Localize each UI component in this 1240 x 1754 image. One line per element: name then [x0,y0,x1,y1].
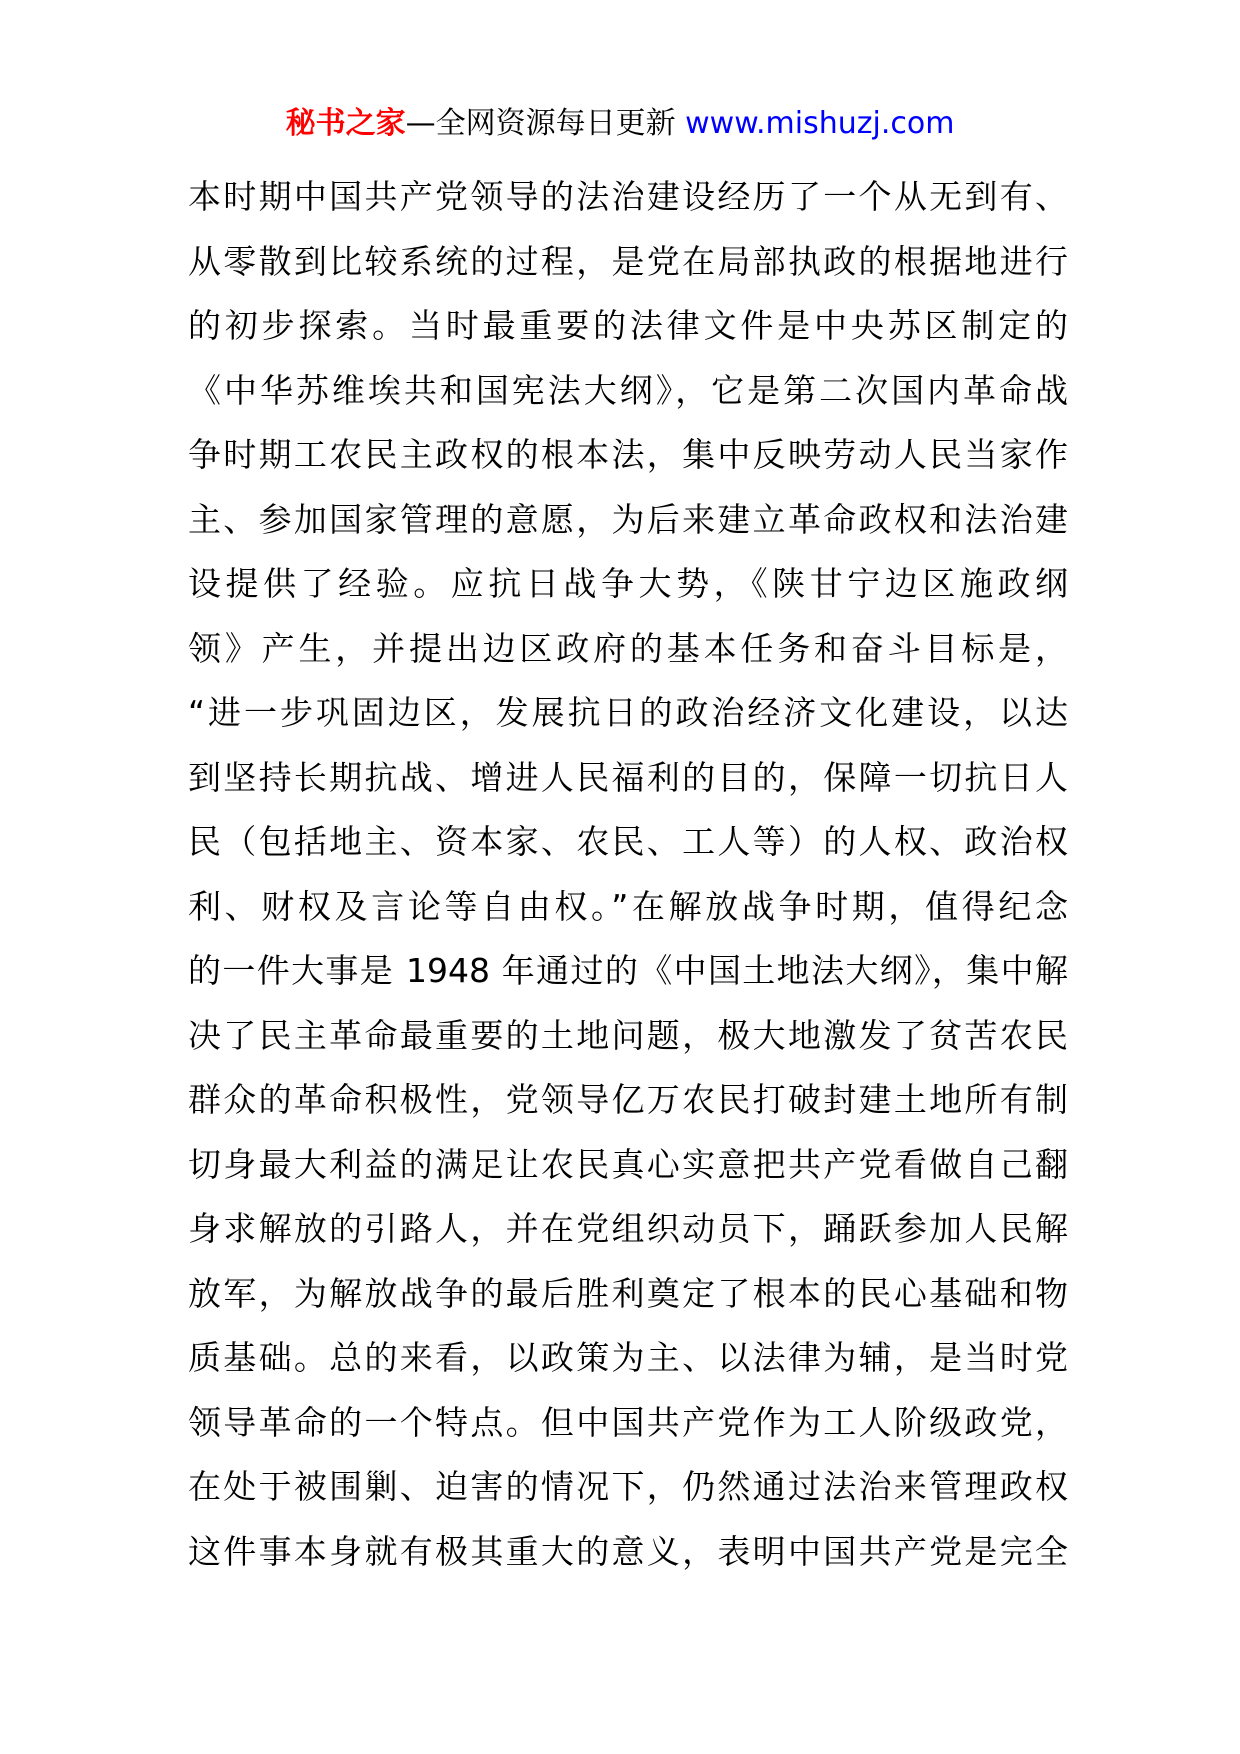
text-line: 设提供了经验。应抗日战争大势，《陕甘宁边区施政纲 [188,564,1068,603]
text-line: 到坚持长期抗战、增进人民福利的目的，保障一切抗日人 [188,757,1068,797]
text-line: 主、参加国家管理的意愿，为后来建立革命政权和法治建 [188,499,1068,539]
page-header [0,100,1240,148]
text-line: 利、财权及言论等自由权。”在解放战争时期，值得纪念 [188,886,1068,926]
text-line: 切身最大利益的满足让农民真心实意把共产党看做自己翻 [188,1144,1068,1184]
text-line: 领导革命的一个特点。但中国共产党作为工人阶级政党， [188,1402,1068,1442]
body-text [188,165,1068,1584]
text-line: 领》产生，并提出边区政府的基本任务和奋斗目标是， [188,628,1068,668]
site-url-link[interactable]: www.mishuzj.com [685,106,955,141]
text-line: “进一步巩固边区，发展抗日的政治经济文化建设，以达 [188,693,1068,732]
text-line: 这件事本身就有极其重大的意义，表明中国共产党是完全 [188,1531,1068,1571]
text-line: 身求解放的引路人，并在党组织动员下，踊跃参加人民解 [188,1209,1068,1248]
header-tagline: —全网资源每日更新 [405,106,676,141]
text-line: 决了民主革命最重要的土地问题，极大地激发了贫苦农民 [188,1015,1068,1055]
text-line: 从零散到比较系统的过程，是党在局部执政的根据地进行 [188,241,1068,281]
text-line: 的一件大事是 1948 年通过的《中国土地法大纲》，集中解 [188,951,1068,990]
text-line: 的初步探索。当时最重要的法律文件是中央苏区制定的 [188,306,1068,345]
brand-name: 秘书之家 [285,106,406,141]
text-line: 质基础。总的来看，以政策为主、以法律为辅，是当时党 [188,1338,1068,1377]
text-line: 放军，为解放战争的最后胜利奠定了根本的民心基础和物 [188,1273,1068,1313]
text-line: 在处于被围剿、迫害的情况下，仍然通过法治来管理政权 [188,1467,1068,1506]
text-line: 民（包括地主、资本家、农民、工人等）的人权、政治权 [188,822,1068,861]
text-line: 争时期工农民主政权的根本法，集中反映劳动人民当家作 [188,435,1068,474]
text-line: 群众的革命积极性，党领导亿万农民打破封建土地所有制 [188,1080,1068,1119]
text-line: 《中华苏维埃共和国宪法大纲》，它是第二次国内革命战 [188,370,1068,410]
text-line: 本时期中国共产党领导的法治建设经历了一个从无到有、 [188,177,1068,216]
